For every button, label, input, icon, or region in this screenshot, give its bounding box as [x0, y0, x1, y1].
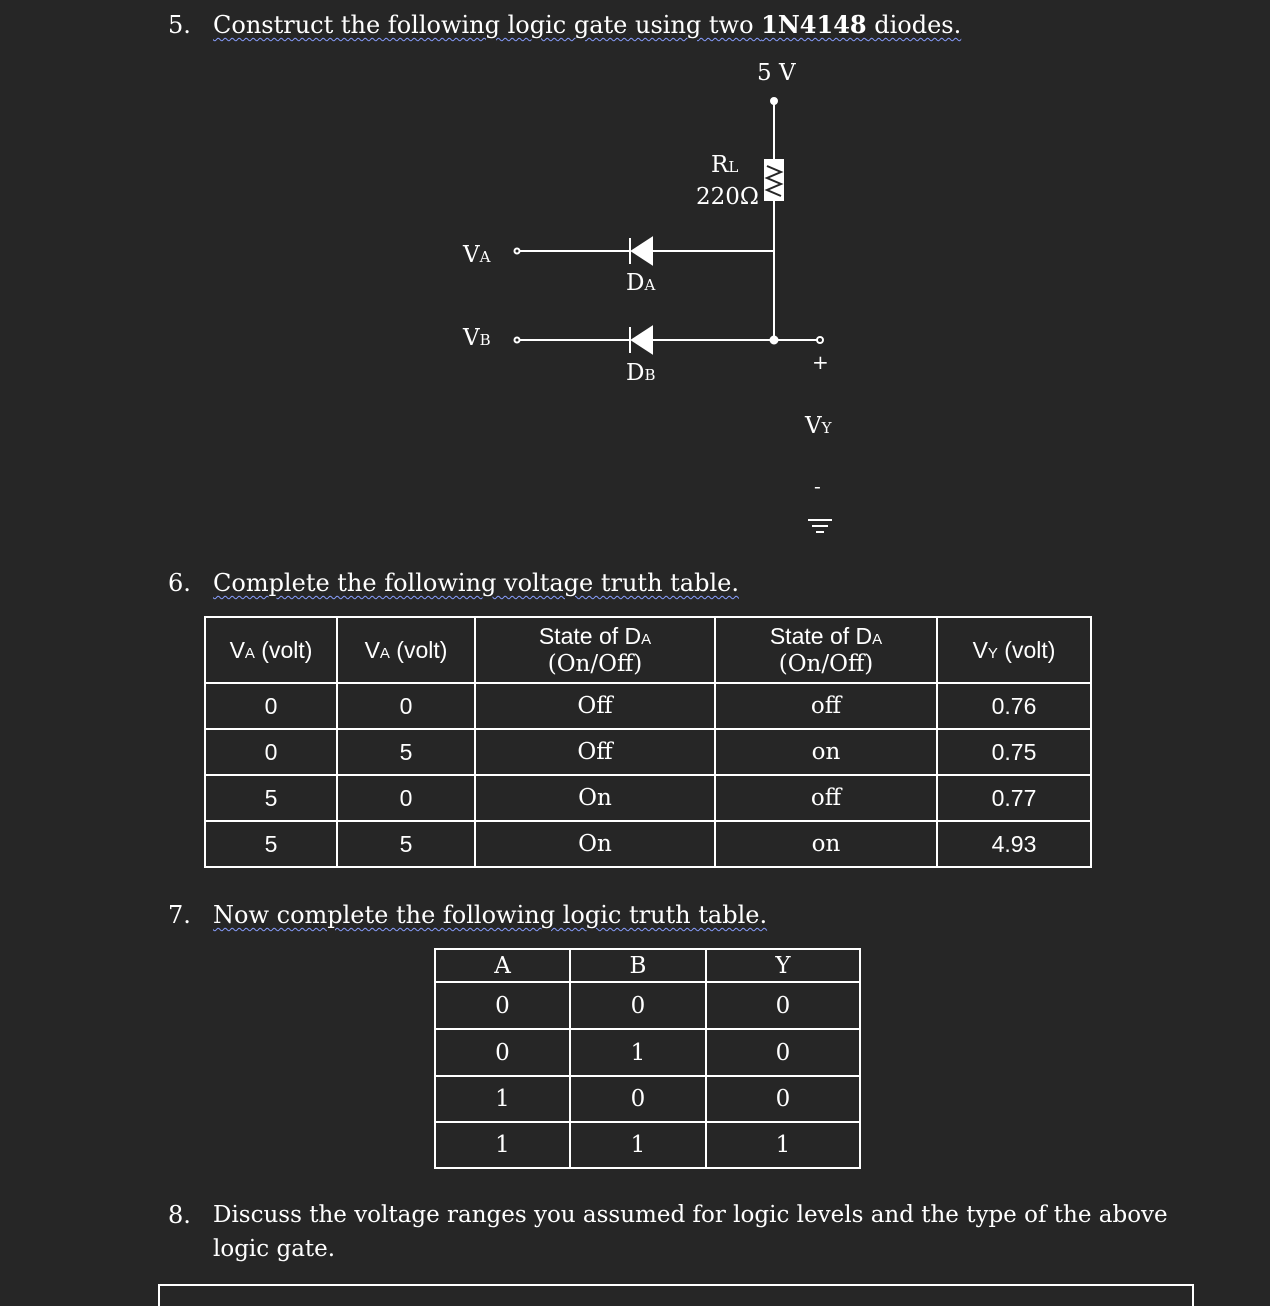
question-8 [168, 1198, 1188, 1268]
header-vy: VY (volt) [937, 617, 1091, 683]
cell-y: 0 [706, 1029, 860, 1076]
header-state-db: State of DA (On/Off) [715, 617, 937, 683]
cell-state-db: off [715, 683, 937, 729]
cell-a: 0 [435, 1029, 570, 1076]
question-text-line-1: Discuss the voltage ranges you assumed for logic levels and the type of the above [213, 1202, 1168, 1228]
table-row [205, 729, 1091, 775]
cell-state-db: off [715, 775, 937, 821]
table-row [435, 1076, 860, 1122]
logic-truth-table [434, 948, 861, 1169]
voltage-truth-table [204, 616, 1092, 868]
cell-vy: 0.77 [937, 775, 1091, 821]
resistor-value: 220Ω [696, 184, 759, 210]
cell-b: 0 [570, 1076, 706, 1122]
question-text: Construct the following logic gate using two 1N4148 diodes. [213, 10, 962, 39]
cell-state-da: On [475, 821, 715, 867]
diode-da [630, 238, 652, 264]
plus-sign: + [812, 350, 829, 374]
header-b: B [570, 949, 706, 982]
cell-b: 1 [570, 1029, 706, 1076]
cell-y: 0 [706, 1076, 860, 1122]
table-header-row [435, 949, 860, 982]
question-number: 8. [168, 1201, 191, 1229]
supply-label: 5 V [757, 60, 796, 86]
cell-state-db: on [715, 729, 937, 775]
cell-vy: 0.76 [937, 683, 1091, 729]
table-row [205, 775, 1091, 821]
cell-y: 1 [706, 1122, 860, 1168]
cell-va: 5 [205, 775, 337, 821]
header-a: A [435, 949, 570, 982]
vb-terminal [515, 338, 520, 343]
cell-state-da: On [475, 775, 715, 821]
question-number: 7. [168, 901, 191, 929]
cell-y: 0 [706, 982, 860, 1029]
question-text: Now complete the following logic truth table. [213, 901, 768, 929]
da-label: DA [626, 270, 656, 296]
minus-sign: - [814, 474, 821, 498]
header-vb: VA (volt) [337, 617, 475, 683]
table-row [435, 982, 860, 1029]
table-row [435, 1029, 860, 1076]
supply-terminal [771, 98, 777, 104]
vb-label: VB [463, 325, 491, 351]
question-number: 5. [168, 11, 191, 39]
cell-a: 1 [435, 1122, 570, 1168]
cell-vb: 5 [337, 729, 475, 775]
cell-va: 0 [205, 683, 337, 729]
db-label: DB [626, 360, 656, 386]
table-row [205, 683, 1091, 729]
question-text-line-2: logic gate. [213, 1236, 336, 1262]
cell-va: 5 [205, 821, 337, 867]
cell-state-da: Off [475, 683, 715, 729]
cell-a: 0 [435, 982, 570, 1029]
diode-part-number: 1N4148 [761, 10, 867, 39]
cell-va: 0 [205, 729, 337, 775]
cell-vb: 5 [337, 821, 475, 867]
answer-box[interactable] [158, 1284, 1194, 1306]
cell-a: 1 [435, 1076, 570, 1122]
cell-state-da: Off [475, 729, 715, 775]
vy-terminal [817, 337, 823, 343]
diode-db [630, 327, 652, 353]
cell-vb: 0 [337, 775, 475, 821]
cell-vy: 0.75 [937, 729, 1091, 775]
cell-vy: 4.93 [937, 821, 1091, 867]
table-row [205, 821, 1091, 867]
va-label: VA [463, 242, 491, 268]
table-row [435, 1122, 860, 1168]
vy-label: VY [805, 413, 832, 439]
question-number: 6. [168, 569, 191, 597]
header-va: VA (volt) [205, 617, 337, 683]
header-y: Y [706, 949, 860, 982]
output-junction [771, 337, 778, 344]
question-text: Complete the following voltage truth table. [213, 569, 739, 597]
cell-vb: 0 [337, 683, 475, 729]
table-header-row [205, 617, 1091, 683]
cell-b: 1 [570, 1122, 706, 1168]
resistor-label: RL [711, 152, 739, 178]
cell-state-db: on [715, 821, 937, 867]
header-state-da: State of DA (On/Off) [475, 617, 715, 683]
va-terminal [515, 249, 520, 254]
cell-b: 0 [570, 982, 706, 1029]
